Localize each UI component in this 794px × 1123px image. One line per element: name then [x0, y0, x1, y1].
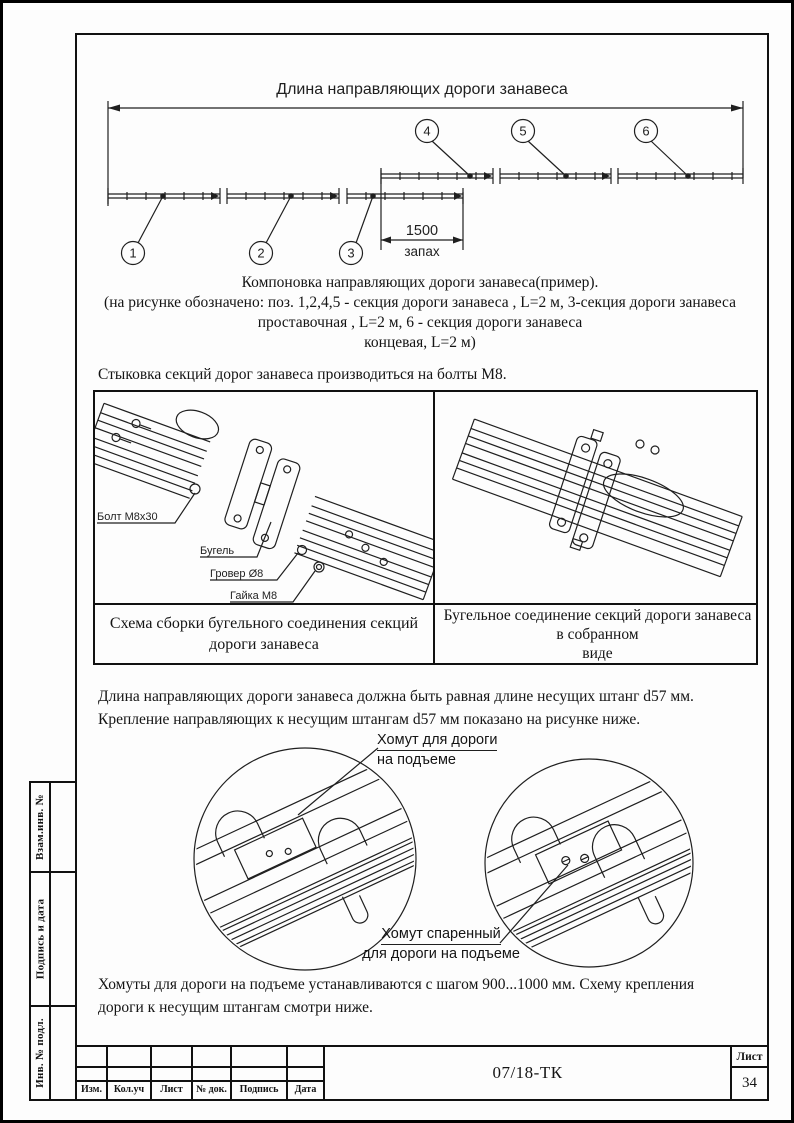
single-clamp-leader	[298, 748, 378, 815]
doc-number-cell: 07/18-ТК	[323, 1045, 732, 1101]
overall-dimension-lines	[108, 101, 743, 206]
top-nut	[651, 446, 659, 454]
top-nut	[636, 440, 644, 448]
dim-arrow-right	[731, 105, 743, 112]
clamp-note: Хомуты для дороги на подъеме устанавливаются с шагом 900...1000 мм. Схему крепления дороги к несущим штангам смотри ниже.	[98, 976, 695, 1016]
nut	[314, 562, 324, 572]
caption-line: (на рисунке обозначено: поз. 1,2,4,5 - секция дороги занавеса , L=2 м, 3-секция дороги занавеса	[104, 294, 736, 311]
flange-plates	[220, 438, 304, 550]
balloon-6	[635, 120, 689, 177]
balloon-1	[122, 196, 164, 265]
right-panel-caption: Бугельное соединение секций дороги занавеса в собранном виде	[443, 606, 752, 662]
svg-text:5: 5	[519, 123, 527, 139]
diagram-title: Длина направляющих дороги занавеса	[276, 81, 568, 98]
sheet-label-cell: Лист	[730, 1045, 769, 1068]
grover-label: Гровер Ø8	[210, 568, 264, 580]
balloon-3	[340, 196, 374, 265]
svg-text:2: 2	[257, 245, 265, 261]
gaika-label: Гайка М8	[230, 590, 278, 602]
joint-figures-box	[93, 390, 758, 665]
rail-joint-arrow	[330, 192, 338, 200]
overlap-label: запах	[404, 244, 440, 259]
rail-joint-arrow	[484, 172, 492, 180]
svg-text:6: 6	[642, 123, 650, 139]
overlap-dimension	[381, 170, 463, 259]
left-rail-section	[95, 392, 222, 500]
rail-joint-arrow	[211, 192, 219, 200]
svg-text:4: 4	[423, 123, 431, 139]
col-izm: Изм.	[81, 1084, 102, 1095]
col-data: Дата	[294, 1084, 317, 1095]
dim-arrow-left	[108, 105, 120, 112]
right-rail-section	[294, 496, 433, 599]
stamp-cell-inv	[29, 1005, 77, 1101]
bolt-label: Болт М8х30	[97, 511, 158, 523]
left-panel-caption: Схема сборки бугельного соединения секций дороги занавеса	[109, 615, 419, 653]
caption-line: проставочная , L=2 м, 6 - секция дороги занавеса	[257, 314, 583, 331]
bolt-head	[190, 484, 200, 494]
col-koluch: Кол.уч	[113, 1084, 145, 1095]
col-list: Лист	[160, 1084, 183, 1095]
sheet-number-cell: 34	[730, 1066, 769, 1101]
track-layout-diagram	[75, 58, 768, 270]
rail-joint-arrow	[602, 172, 610, 180]
single-clamp-label: Хомут для дороги на подъеме	[377, 732, 498, 768]
double-clamp-label: Хомут спаренный для дороги на подъеме	[362, 926, 520, 962]
length-note: Длина направляющих дороги занавеса должна быть равная длине несущих штанг d57 мм. Крепление направляющих к несущим штангам d57 мм показано на рисунке ниже.	[98, 688, 694, 728]
svg-text:3: 3	[347, 245, 355, 261]
joint-note: Стыковка секций дорог занавеса производиться на болты М8.	[98, 366, 507, 383]
balloon-2	[250, 196, 292, 265]
bugel-label: Бугель	[200, 545, 235, 557]
vzam-label: Взам.инв. №	[34, 794, 47, 860]
svg-text:1: 1	[129, 245, 137, 261]
caption-line: Компоновка направляющих дороги занавеса(пример).	[241, 274, 599, 291]
podpis-label: Подпись и дата	[34, 898, 47, 980]
joint-exploded-drawing	[95, 392, 433, 603]
col-dok: № док.	[196, 1084, 227, 1095]
part-labels	[97, 493, 315, 602]
title-block-grid	[75, 1045, 325, 1101]
balloon-4	[416, 120, 471, 177]
rail-joint-arrow	[454, 192, 462, 200]
caption-line: концевая, L=2 м)	[364, 334, 476, 351]
inv-label: Инв. № подл.	[34, 1018, 46, 1088]
overlap-value: 1500	[405, 223, 439, 239]
balloon-5	[512, 120, 567, 177]
joint-assembled-drawing	[435, 392, 758, 603]
composition-caption	[79, 273, 761, 353]
col-podpis: Подпись	[239, 1084, 279, 1095]
stamp-cell-podpis	[29, 871, 77, 1007]
stamp-cell-vzam	[29, 781, 77, 873]
nut-inner	[317, 565, 322, 570]
